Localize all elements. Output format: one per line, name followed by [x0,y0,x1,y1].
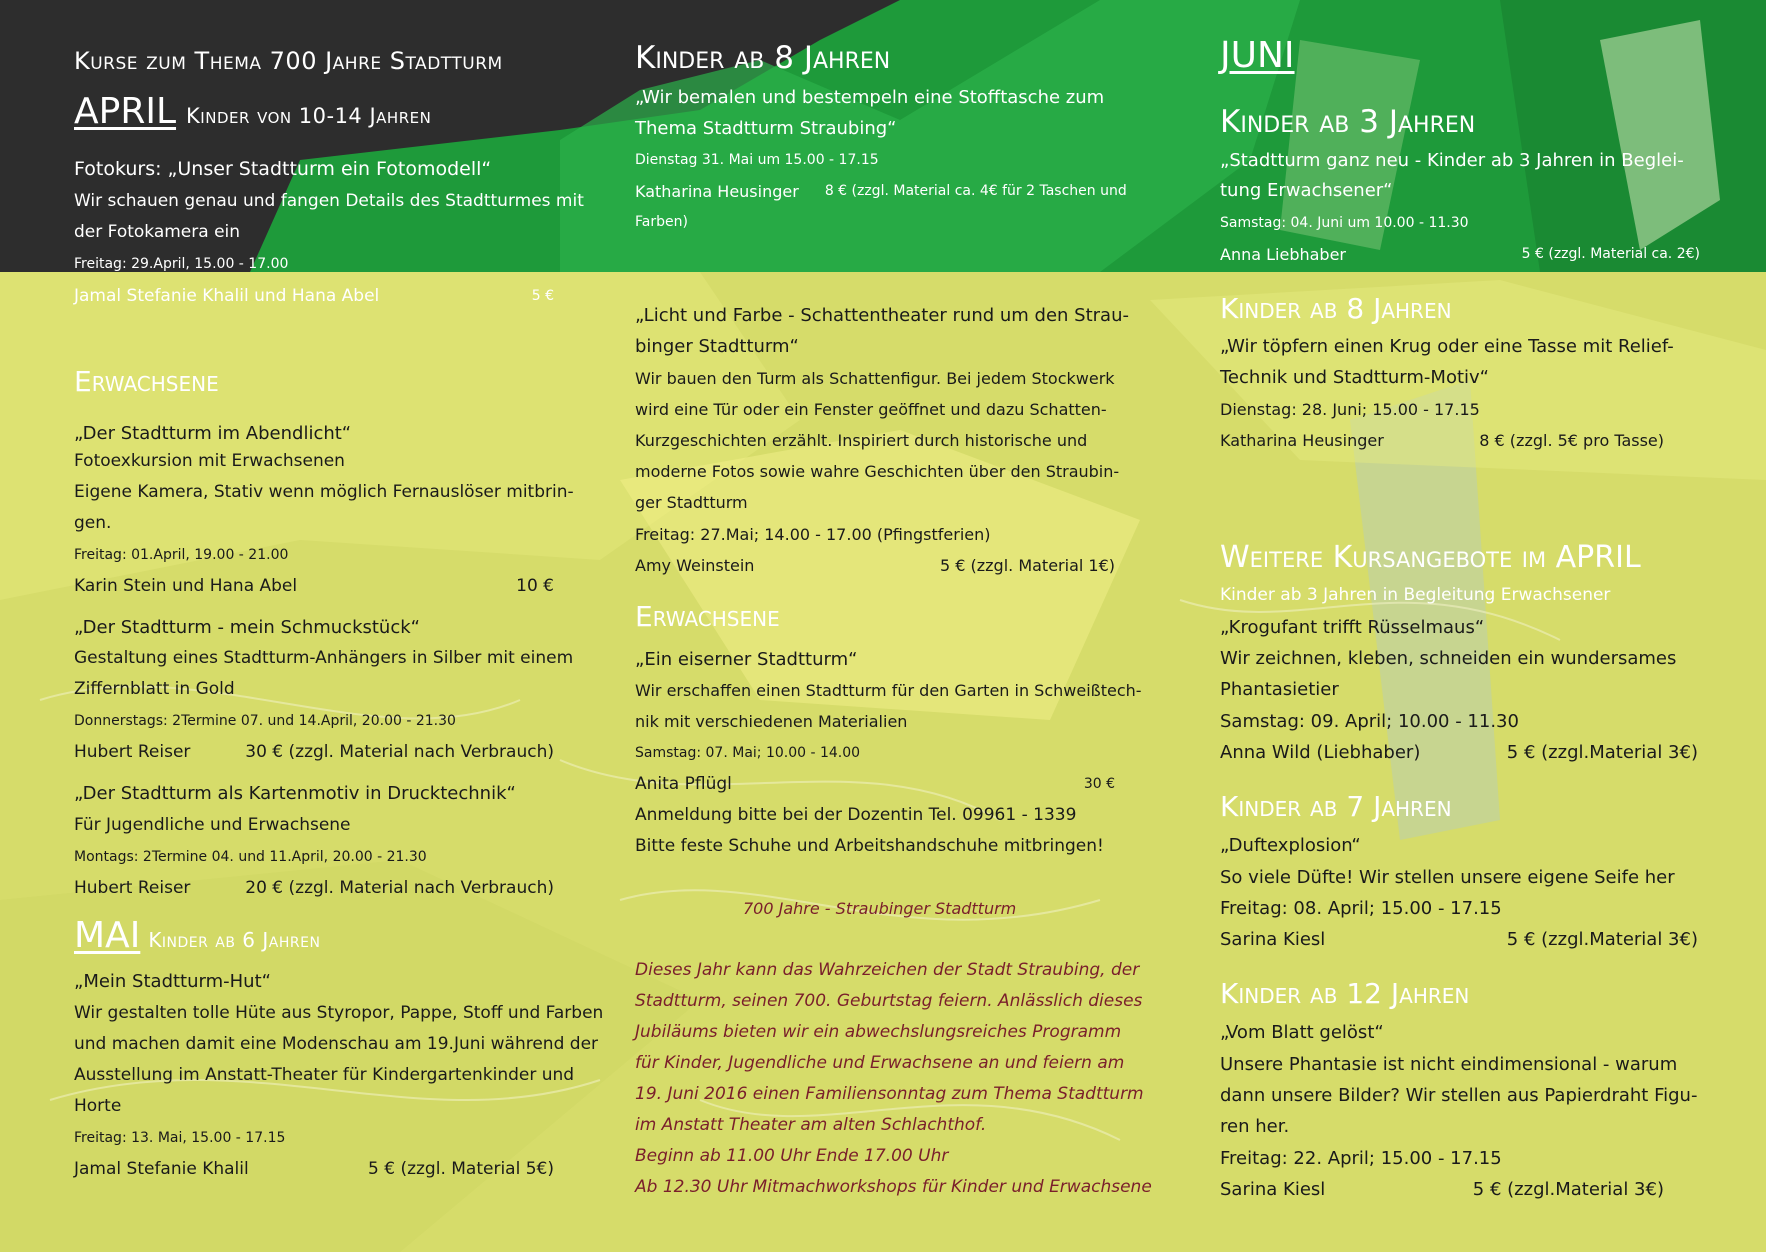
course-leader: Hubert Reiser [74,742,191,762]
info-text: Stadtturm, seinen 700. Geburtstag feiern. Anlässlich dieses [635,991,1143,1011]
course-desc: nik mit verschiedenen Materialien [635,712,908,731]
section-heading: Erwachsene [635,600,780,633]
course-leader: Katharina Heusinger [635,182,799,201]
section-heading: Weitere Kursangebote im APRIL [1220,540,1641,575]
info-text: für Kinder, Jugendliche und Erwachsene an und feiern am [635,1053,1125,1073]
course-date: Freitag: 22. April; 15.00 - 17.15 [1220,1148,1502,1169]
info-text: Dieses Jahr kann das Wahrzeichen der Stadt Straubing, der [635,960,1140,980]
section-heading: Erwachsene [74,365,219,398]
course-desc: Ziffernblatt in Gold [74,679,235,699]
course-title: „Der Stadtturm im Abendlicht“ [74,423,352,444]
course-desc: der Fotokamera ein [74,222,241,242]
course-desc: Fotoexkursion mit Erwachsenen [74,451,345,471]
course-date: Freitag: 08. April; 15.00 - 17.15 [1220,898,1502,919]
course-title: „Vom Blatt gelöst“ [1220,1022,1384,1043]
course-footer [74,571,554,602]
course-price: 20 € (zzgl. Material nach Verbrauch) [245,878,554,898]
juni-heading [1220,35,1295,78]
course-title: Fotokurs: „Unser Stadtturm ein Fotomodell“ [74,158,492,180]
course-date: Samstag: 07. Mai; 10.00 - 14.00 [635,745,861,761]
course-date: Samstag: 04. Juni um 10.00 - 11.30 [1220,215,1469,231]
header-title: Kurse zum Thema 700 Jahre Stadtturm [74,47,503,75]
course-title: „Der Stadtturm als Kartenmotiv in Drucktechnik“ [74,783,516,804]
course-desc: ger Stadtturm [635,493,748,512]
course-title: „Mein Stadtturm-Hut“ [74,971,271,992]
course-desc: gen. [74,513,112,533]
month-april: APRIL [74,91,177,132]
course-price: 5 € (zzgl.Material 3€) [1472,1179,1664,1200]
course-footer [635,769,1115,800]
info-text: Beginn ab 11.00 Uhr Ende 17.00 Uhr [635,1146,949,1166]
course-footer [74,737,554,768]
section-heading: Kinder ab 8 Jahren [1220,292,1452,325]
course-title: „Wir töpfern einen Krug oder eine Tasse mit Relief- [1220,336,1674,357]
section-heading: Kinder ab 8 Jahren [635,40,891,76]
course-price: 5 € (zzgl. Material ca. 2€) [1521,246,1700,262]
course-footer [1220,1174,1664,1205]
section-heading: Kinder ab 3 Jahren [1220,104,1476,140]
course-price: 30 € [1083,776,1115,792]
info-title: 700 Jahre - Straubinger Stadtturm [743,899,1017,918]
month-mai: MAI [74,915,141,956]
course-price: 10 € [516,576,554,596]
course-title: „Licht und Farbe - Schattentheater rund um den Strau- [635,305,1129,326]
course-footer [635,550,1115,581]
course-date: Freitag: 27.Mai; 14.00 - 17.00 (Pfingstferien) [635,525,991,544]
course-leader: Jamal Stefanie Khalil und Hana Abel [74,286,380,306]
course-title: „Duftexplosion“ [1220,835,1361,856]
course-desc: wird eine Tür oder ein Fenster geöffnet und dazu Schatten- [635,400,1107,419]
course-title: binger Stadtturm“ [635,336,799,357]
course-leader: Sarina Kiesl [1220,929,1326,950]
course-leader: Anita Pflügl [635,774,732,794]
course-desc: So viele Düfte! Wir stellen unsere eigene Seife her [1220,867,1675,888]
course-footer [74,281,554,312]
course-price-cont: Farben) [635,214,688,230]
course-date: Freitag: 13. Mai, 15.00 - 17.15 [74,1130,286,1146]
course-desc: Wir zeichnen, kleben, schneiden ein wundersames [1220,648,1677,669]
course-footer [635,176,1127,207]
course-title: „Wir bemalen und bestempeln eine Stofftasche zum [635,87,1105,108]
course-price: 5 € (zzgl. Material 1€) [939,556,1115,575]
course-title: Thema Stadtturm Straubing“ [635,118,897,139]
course-date: Freitag: 01.April, 19.00 - 21.00 [74,547,289,563]
course-desc: Wir erschaffen einen Stadtturm für den Garten in Schweißtech- [635,681,1142,700]
course-note: Anmeldung bitte bei der Dozentin Tel. 09961 - 1339 [635,805,1077,825]
course-desc: Kurzgeschichten erzählt. Inspiriert durch historische und [635,431,1088,450]
course-date: Montags: 2Termine 04. und 11.April, 20.00 - 21.30 [74,849,427,865]
course-price: 5 € (zzgl.Material 3€) [1506,929,1698,950]
section-heading: Kinder ab 7 Jahren [1220,790,1452,823]
course-footer [1220,425,1664,456]
course-desc: Wir bauen den Turm als Schattenfigur. Bei jedem Stockwerk [635,369,1115,388]
april-heading [74,91,432,132]
course-desc: Ausstellung im Anstatt-Theater für Kindergartenkinder und [74,1065,575,1085]
month-juni: JUNI [1220,35,1295,76]
course-date: Freitag: 29.April, 15.00 - 17.00 [74,256,289,272]
course-note: Bitte feste Schuhe und Arbeitshandschuhe mitbringen! [635,836,1104,856]
course-leader: Sarina Kiesl [1220,1179,1326,1200]
course-desc: Horte [74,1096,122,1116]
course-title: „Der Stadtturm - mein Schmuckstück“ [74,617,420,638]
course-footer [74,1154,554,1185]
course-desc: Unsere Phantasie ist nicht eindimensional - warum [1220,1054,1678,1075]
course-title: „Ein eiserner Stadtturm“ [635,649,858,670]
mai-heading [74,915,321,956]
course-desc: Für Jugendliche und Erwachsene [74,815,351,835]
course-date: Samstag: 09. April; 10.00 - 11.30 [1220,711,1519,732]
course-footer [74,873,554,904]
course-leader: Jamal Stefanie Khalil [74,1159,249,1179]
course-desc: Phantasietier [1220,679,1339,700]
course-title: tung Erwachsener“ [1220,180,1393,201]
info-text: Ab 12.30 Uhr Mitmachworkshops für Kinder und Erwachsene [635,1177,1152,1197]
course-leader: Anna Wild (Liebhaber) [1220,742,1421,763]
course-leader: Katharina Heusinger [1220,431,1384,450]
course-price: 5 € (zzgl.Material 3€) [1506,742,1698,763]
section-heading: Kinder ab 12 Jahren [1220,977,1470,1010]
course-title: Technik und Stadtturm-Motiv“ [1220,367,1489,388]
course-footer [1220,239,1700,270]
course-date: Donnerstags: 2Termine 07. und 14.April, 20.00 - 21.30 [74,713,456,729]
course-leader: Hubert Reiser [74,878,191,898]
course-desc: und machen damit eine Modenschau am 19.Juni während der [74,1034,599,1054]
course-date: Dienstag 31. Mai um 15.00 - 17.15 [635,152,879,168]
info-text: 19. Juni 2016 einen Familiensonntag zum Thema Stadtturm [635,1084,1144,1104]
course-desc: Gestaltung eines Stadtturm-Anhängers in Silber mit einem [74,648,574,668]
info-text: im Anstatt Theater am alten Schlachthof. [635,1115,987,1135]
course-desc: dann unsere Bilder? Wir stellen aus Papierdraht Figu- [1220,1085,1698,1106]
course-price: 8 € (zzgl. 5€ pro Tasse) [1479,431,1664,450]
info-text: Jubiläums bieten wir ein abwechslungsreiches Programm [635,1022,1122,1042]
course-price: 30 € (zzgl. Material nach Verbrauch) [245,742,554,762]
course-price: 8 € (zzgl. Material ca. 4€ für 2 Taschen und [824,183,1127,199]
course-desc: ren her. [1220,1116,1290,1137]
course-footer [1220,737,1698,768]
course-title: „Stadtturm ganz neu - Kinder ab 3 Jahren in Beglei- [1220,150,1684,171]
course-leader: Amy Weinstein [635,556,755,575]
course-leader: Anna Liebhaber [1220,245,1346,264]
course-desc: moderne Fotos sowie wahre Geschichten über den Straubin- [635,462,1120,481]
course-desc: Wir gestalten tolle Hüte aus Styropor, Pappe, Stoff und Farben [74,1003,604,1023]
course-desc: Wir schauen genau und fangen Details des Stadtturmes mit [74,191,584,211]
age-group-label: Kinder ab 3 Jahren in Begleitung Erwachsener [1220,585,1611,605]
course-footer [1220,924,1698,955]
age-group-label: Kinder ab 6 Jahren [148,928,321,952]
course-price: 5 € [531,288,554,304]
course-desc: Eigene Kamera, Stativ wenn möglich Fernauslöser mitbrin- [74,482,574,502]
course-title: „Krogufant trifft Rüsselmaus“ [1220,617,1485,638]
course-date: Dienstag: 28. Juni; 15.00 - 17.15 [1220,400,1480,419]
course-price: 5 € (zzgl. Material 5€) [368,1159,554,1179]
course-leader: Karin Stein und Hana Abel [74,576,298,596]
age-group-label: Kinder von 10-14 Jahren [186,104,432,128]
